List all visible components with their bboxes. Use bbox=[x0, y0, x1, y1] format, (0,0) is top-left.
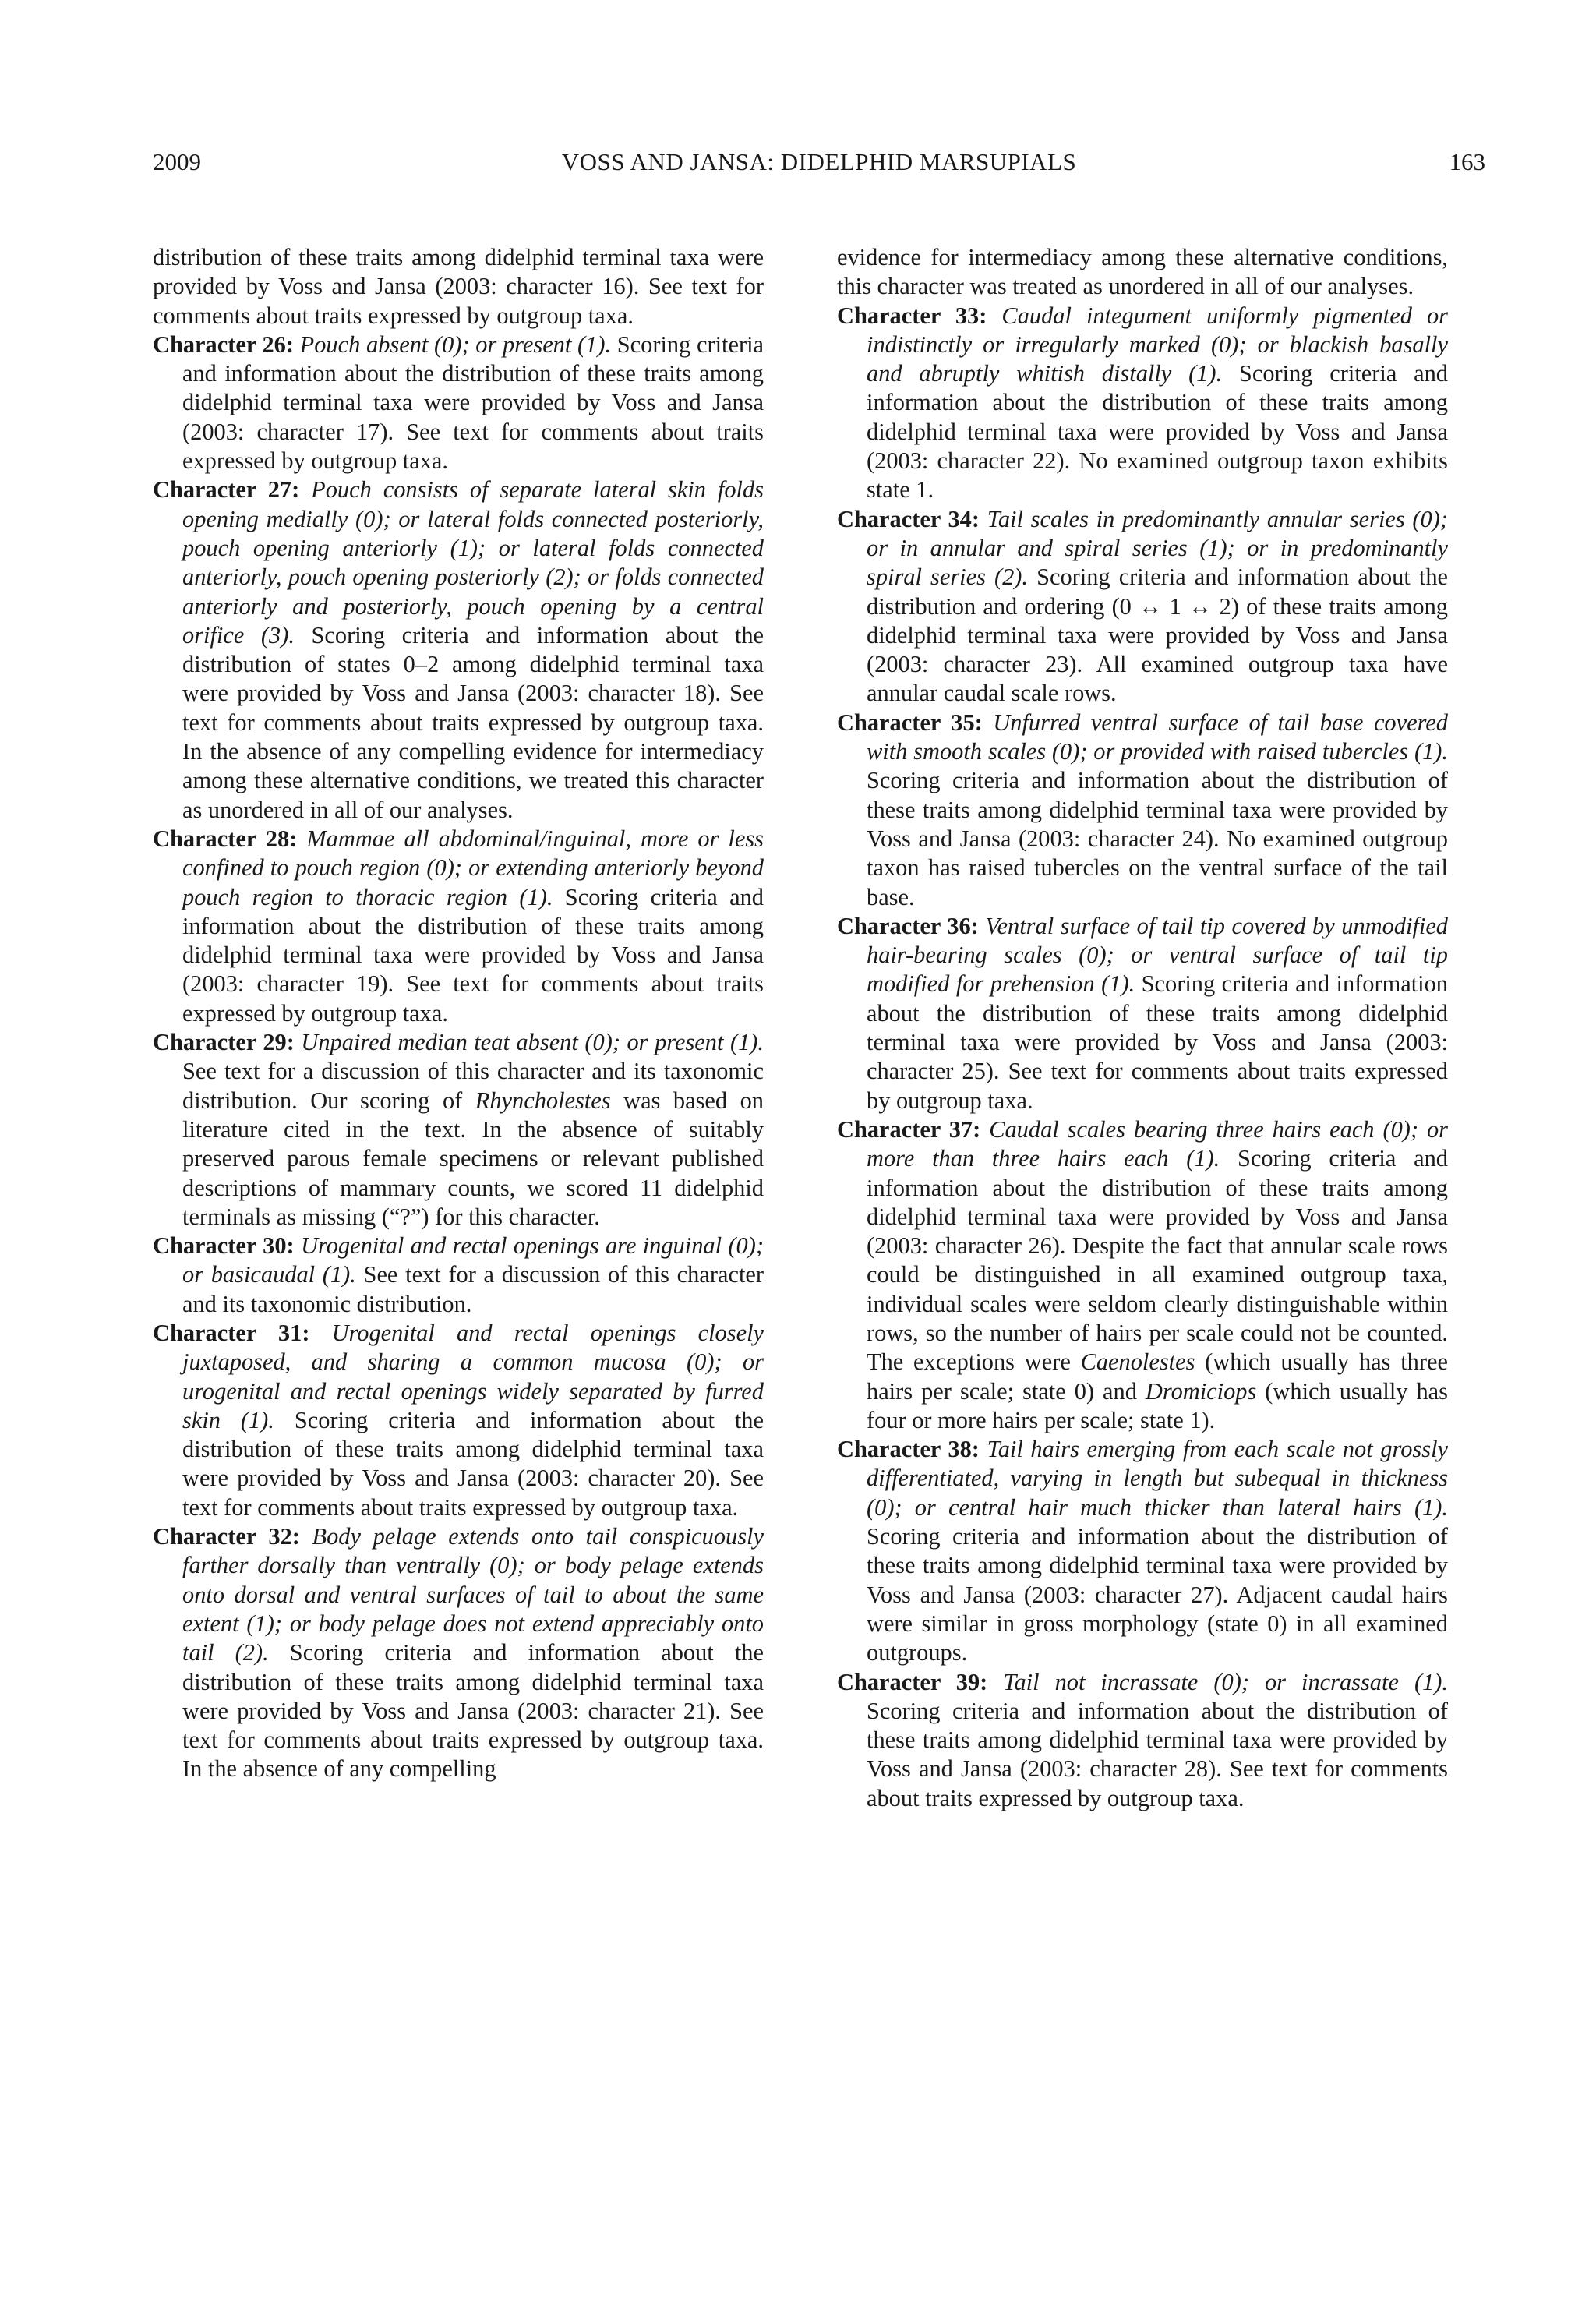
body-text: Scoring criteria and information about the distribution of these traits among didelphid terminal taxa were provided by Voss and Jansa (2003: character 28). See text for comments about traits expressed by outgroup taxa. bbox=[867, 1697, 1448, 1811]
body-text bbox=[983, 709, 994, 736]
body-text bbox=[294, 331, 300, 358]
character-entry bbox=[153, 1522, 764, 1784]
body-text bbox=[297, 825, 306, 852]
character-label: Character 29: bbox=[153, 1029, 295, 1056]
character-definition: Tail hairs emerging from each scale not grossly differentiated, varying in length but subequal in thickness (0); or central hair much thicker than lateral hairs (1). bbox=[867, 1436, 1449, 1521]
body-text bbox=[295, 1232, 301, 1259]
character-entry bbox=[153, 1232, 764, 1319]
body-text bbox=[980, 1436, 987, 1462]
body-text: (which usually has four or more hairs per scale; state 1). bbox=[867, 1377, 1448, 1433]
body-text: (which usually has three hairs per scale; state 0) and bbox=[867, 1348, 1448, 1405]
body-text bbox=[299, 476, 311, 503]
character-entry bbox=[837, 505, 1448, 709]
character-entry bbox=[837, 1668, 1448, 1813]
character-label: Character 38: bbox=[837, 1436, 980, 1463]
character-entry bbox=[837, 302, 1448, 505]
character-entry bbox=[837, 1115, 1448, 1435]
character-entry bbox=[837, 912, 1448, 1115]
body-text: Scoring criteria and information about the distribution of these traits among didelphid terminal taxa were provided by Voss and Jansa (2003: character 17). See text for comments about traits expressed by outgroup taxa. bbox=[182, 330, 764, 475]
character-entry bbox=[837, 1435, 1448, 1667]
character-definition: Caudal integument uniformly pigmented or indistinctly or irregularly marked (0); or blackish basally and abruptly whitish distally (1). bbox=[867, 302, 1449, 387]
body-text: Scoring criteria and information about the distribution of these traits among didelphid terminal taxa were provided by Voss and Jansa (2003: character 19). See text for comments about traits expressed by outgroup taxa. bbox=[182, 883, 764, 1027]
body-text bbox=[309, 1320, 331, 1346]
character-definition: Urogenital and rectal openings closely juxtaposed, and sharing a common mucosa (0); or urogenital and rectal openings widely separated by furred skin (1). bbox=[182, 1319, 764, 1433]
character-definition: Pouch consists of separate lateral skin folds opening medially (0); or lateral folds connected posteriorly, pouch opening anteriorly (1); or lateral folds connected anteriorly, pouch opening posteriorly (2); or folds connected anteriorly and posteriorly, pouch opening by a central orifice (3). bbox=[182, 476, 764, 649]
body-text bbox=[987, 302, 1001, 329]
character-label: Character 36: bbox=[837, 912, 979, 939]
body-text: Scoring criteria and information about the distribution of these traits among didelphid terminal taxa were provided by Voss and Jansa (2003: character 26). Despite the fact that annular scale rows could be distinguished in all examined outgroup taxa, individual scales were seldom clearly distinguishable within rows, so the number of hairs per scale could not be counted. The exceptions were bbox=[867, 1145, 1448, 1376]
character-definition: Ventral surface of tail tip covered by unmodified hair-bearing scales (0); or ventral surface of tail tip modified for prehension (1). bbox=[867, 912, 1449, 998]
body-text: Scoring criteria and information about the distribution of these traits among didelphid terminal taxa were provided by Voss and Jansa (2003: character 20). See text for comments about traits expressed by outgroup taxa. bbox=[182, 1406, 764, 1521]
character-label: Character 35: bbox=[837, 709, 983, 736]
character-definition: Unpaired median teat absent (0); or present (1). bbox=[301, 1029, 764, 1056]
character-entry bbox=[153, 475, 764, 825]
body-text bbox=[300, 1523, 312, 1550]
character-definition: Urogenital and rectal openings are inguinal (0); or basicaudal (1). bbox=[182, 1232, 764, 1288]
body-text bbox=[980, 1116, 989, 1143]
character-label: Character 30: bbox=[153, 1232, 295, 1260]
continued-paragraph bbox=[153, 243, 764, 330]
character-entry bbox=[837, 709, 1448, 912]
character-entry bbox=[153, 1319, 764, 1522]
body-text: Scoring criteria and information about the distribution of these traits among didelphid terminal taxa were provided by Voss and Jansa (2003: character 24). No examined outgroup taxon has raised tubercles on the ventral surface of the tail base. bbox=[867, 767, 1448, 910]
character-label: Character 39: bbox=[837, 1668, 988, 1695]
body-text bbox=[980, 506, 987, 532]
character-label: Character 27: bbox=[153, 476, 300, 504]
character-label: Character 33: bbox=[837, 302, 987, 329]
character-definition: Rhyncholestes bbox=[475, 1087, 611, 1114]
body-text: Scoring criteria and information about the distribution of these traits among didelphid terminal taxa were provided by Voss and Jansa (2003: character 27). Adjacent caudal hairs were similar in gross morphology (state 0) in all examined outgroups. bbox=[867, 1523, 1448, 1666]
character-definition: Unfurred ventral surface of tail base covered with smooth scales (0); or provided with raised tubercles (1). bbox=[867, 709, 1448, 765]
character-definition: Pouch absent (0); or present (1). bbox=[299, 330, 612, 358]
character-entry bbox=[153, 825, 764, 1028]
running-head bbox=[153, 147, 1485, 178]
character-label: Character 26: bbox=[153, 330, 294, 358]
left-column bbox=[153, 243, 764, 1784]
character-definition: Tail scales in predominantly annular series (0); or in annular and spiral series (1); or in predominantly spiral series (2). bbox=[867, 505, 1448, 591]
page-number: 163 bbox=[1449, 148, 1485, 175]
character-definition: Tail not incrassate (0); or incrassate (1). bbox=[1003, 1668, 1448, 1695]
right-column bbox=[837, 243, 1448, 1813]
header-title: VOSS AND JANSA: DIDELPHID MARSUPIALS bbox=[561, 148, 1077, 175]
body-text: See text for a discussion of this character and its taxonomic distribution. Our scoring of bbox=[182, 1058, 764, 1114]
body-text: Scoring criteria and information about the distribution of these traits among didelphid terminal taxa were provided by Voss and Jansa (2003: character 22). No examined outgroup taxon exhibits state 1. bbox=[867, 360, 1448, 504]
body-text: Scoring criteria and information about the distribution and ordering (0 ↔ 1 ↔ 2) of these traits among didelphid terminal taxa were provided by Voss and Jansa (2003: character 23). All examined outgroup taxa have annular caudal scale rows. bbox=[867, 564, 1449, 707]
continued-paragraph bbox=[837, 243, 1448, 302]
character-definition: Body pelage extends onto tail conspicuously farther dorsally than ventrally (0); or body pelage extends onto dorsal and ventral surfaces of tail to about the same extent (1); or body pelage does not extend appreciably onto tail (2). bbox=[182, 1523, 764, 1666]
character-label: Character 37: bbox=[837, 1115, 981, 1143]
body-text: Scoring criteria and information about the distribution of these traits among didelphid terminal taxa were provided by Voss and Jansa (2003: character 25). See text for comments about traits expressed by outgroup taxa. bbox=[867, 970, 1448, 1114]
body-text bbox=[987, 1669, 1003, 1695]
body-text: Scoring criteria and information about the distribution of states 0–2 among didelphid terminal taxa were provided by Voss and Jansa (2003: character 18). See text for comments about traits expressed by outgroup taxa. In the absence of any compelling evidence for intermediacy among these alternative conditions, we treated this character as unordered in all of our analyses. bbox=[182, 621, 764, 823]
body-text: evidence for intermediacy among these alternative conditions, this character was treated as unordered in all of our analyses. bbox=[837, 244, 1448, 300]
character-label: Character 34: bbox=[837, 505, 980, 532]
character-definition: Caenolestes bbox=[1080, 1348, 1195, 1376]
body-text: See text for a discussion of this character and its taxonomic distribution. bbox=[182, 1261, 764, 1317]
body-text: distribution of these traits among didelphid terminal taxa were provided by Voss and Jansa (2003: character 16). See text for comments about traits expressed by outgroup taxa. bbox=[153, 244, 764, 329]
body-text: was based on literature cited in the text. In the absence of suitably preserved parous female specimens or relevant published descriptions of mammary counts, we scored 11 didelphid terminals as missing (“?”) for this character. bbox=[182, 1087, 764, 1230]
character-entry bbox=[153, 1028, 764, 1232]
character-definition: Dromiciops bbox=[1145, 1377, 1257, 1405]
character-definition: Mammae all abdominal/inguinal, more or less confined to pouch region (0); or extending anteriorly beyond pouch region to thoracic region (1). bbox=[182, 825, 764, 910]
character-entry bbox=[153, 330, 764, 475]
character-label: Character 32: bbox=[153, 1523, 300, 1550]
character-label: Character 28: bbox=[153, 825, 298, 852]
body-text: Scoring criteria and information about the distribution of these traits among didelphid terminal taxa were provided by Voss and Jansa (2003: character 21). See text for comments about traits expressed by outgroup taxa. In the absence of any compelling bbox=[182, 1639, 764, 1783]
character-label: Character 31: bbox=[153, 1319, 310, 1346]
character-definition: Caudal scales bearing three hairs each (0); or more than three hairs each (1). bbox=[867, 1115, 1448, 1172]
header-year: 2009 bbox=[153, 148, 201, 175]
